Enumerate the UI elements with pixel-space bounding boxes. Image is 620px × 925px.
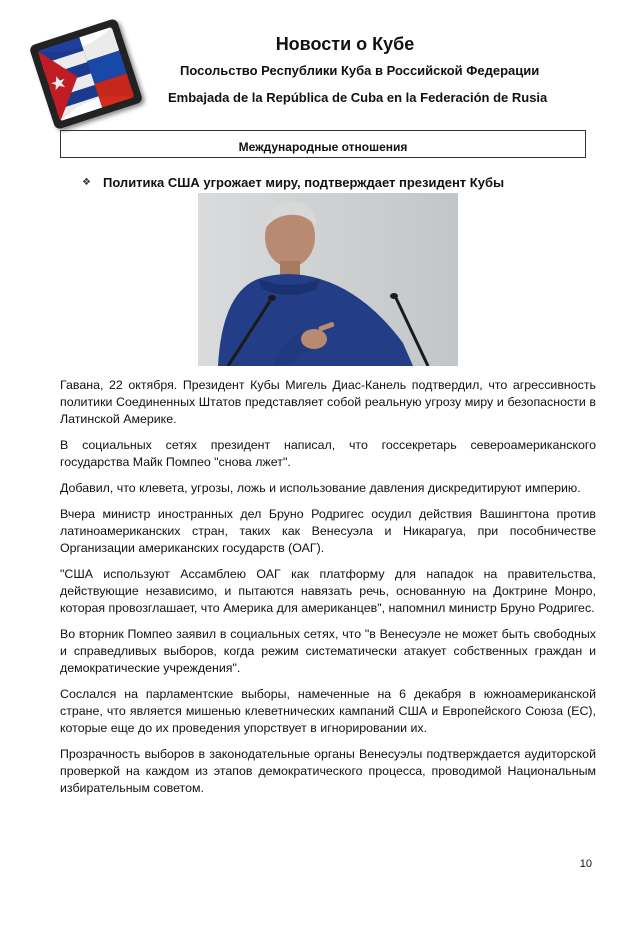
newsletter-title: Новости о Кубе <box>275 34 415 54</box>
headline-text: Политика США угрожает миру, подтверждает президент Кубы <box>102 175 505 190</box>
page-number: 10 <box>579 858 592 870</box>
article-paragraph: Добавил, что клевета, угрозы, ложь и использование давления дискредитируют империю. <box>60 481 581 495</box>
article-headline <box>82 175 504 190</box>
article-paragraph: Вчера министр иностранных дел Бруно Родригес осудил действия Вашингтона против латиноамериканских стран, таких как Венесуэла и Никарагуа, при пособничестве Организации американских государств (ОАГ). <box>60 507 596 555</box>
embassy-name-ru: Посольство Республики Куба в Российской Федерации <box>180 63 540 78</box>
diamond-bullet-icon: ❖ <box>82 177 91 188</box>
embassy-name-es: Embajada de la República de Cuba en la Federación de Rusia <box>168 90 548 105</box>
article-paragraph: "США используют Ассамблею ОАГ как платформу для нападок на правительства, действующие независимо, и пытаются навязать речь, основанную на Доктрине Монро, которая провозглашает, что Америка для американцев", напомнил министр Бруно Родригес. <box>60 567 596 615</box>
article-photo <box>198 193 458 366</box>
article-paragraph: Во вторник Помпео заявил в социальных сетях, что "в Венесуэле не может быть свободных и справедливых выборов, когда режим систематически атакует собственных граждан и демократические учреждения". <box>60 627 596 675</box>
section-label: Международные отношения <box>238 140 408 154</box>
article-paragraph: В социальных сетях президент написал, что госсекретарь североамериканского государства Майк Помпео "снова лжет". <box>60 438 596 469</box>
article-body <box>60 377 596 806</box>
article-paragraph: Прозрачность выборов в законодательные органы Венесуэлы подтверждается аудиторской проверкой на каждом из этапов демократического процесса, проводимой Национальным избирательным советом. <box>60 747 596 795</box>
article-paragraph: Сослался на парламентские выборы, намеченные на 6 декабря в южноамериканской стране, что является мишенью клеветнических кампаний США и Европейского Союза (ЕС), которые еще до их проведения упорствует в игнорировании их. <box>60 687 596 735</box>
president-photo-svg <box>198 193 458 366</box>
article-paragraph: Гавана, 22 октября. Президент Кубы Мигель Диас-Канель подтвердил, что агрессивность политики Соединенных Штатов представляет собой реальную угрозу миру и безопасности в Латинской Америке. <box>60 378 596 426</box>
section-header <box>60 130 586 158</box>
